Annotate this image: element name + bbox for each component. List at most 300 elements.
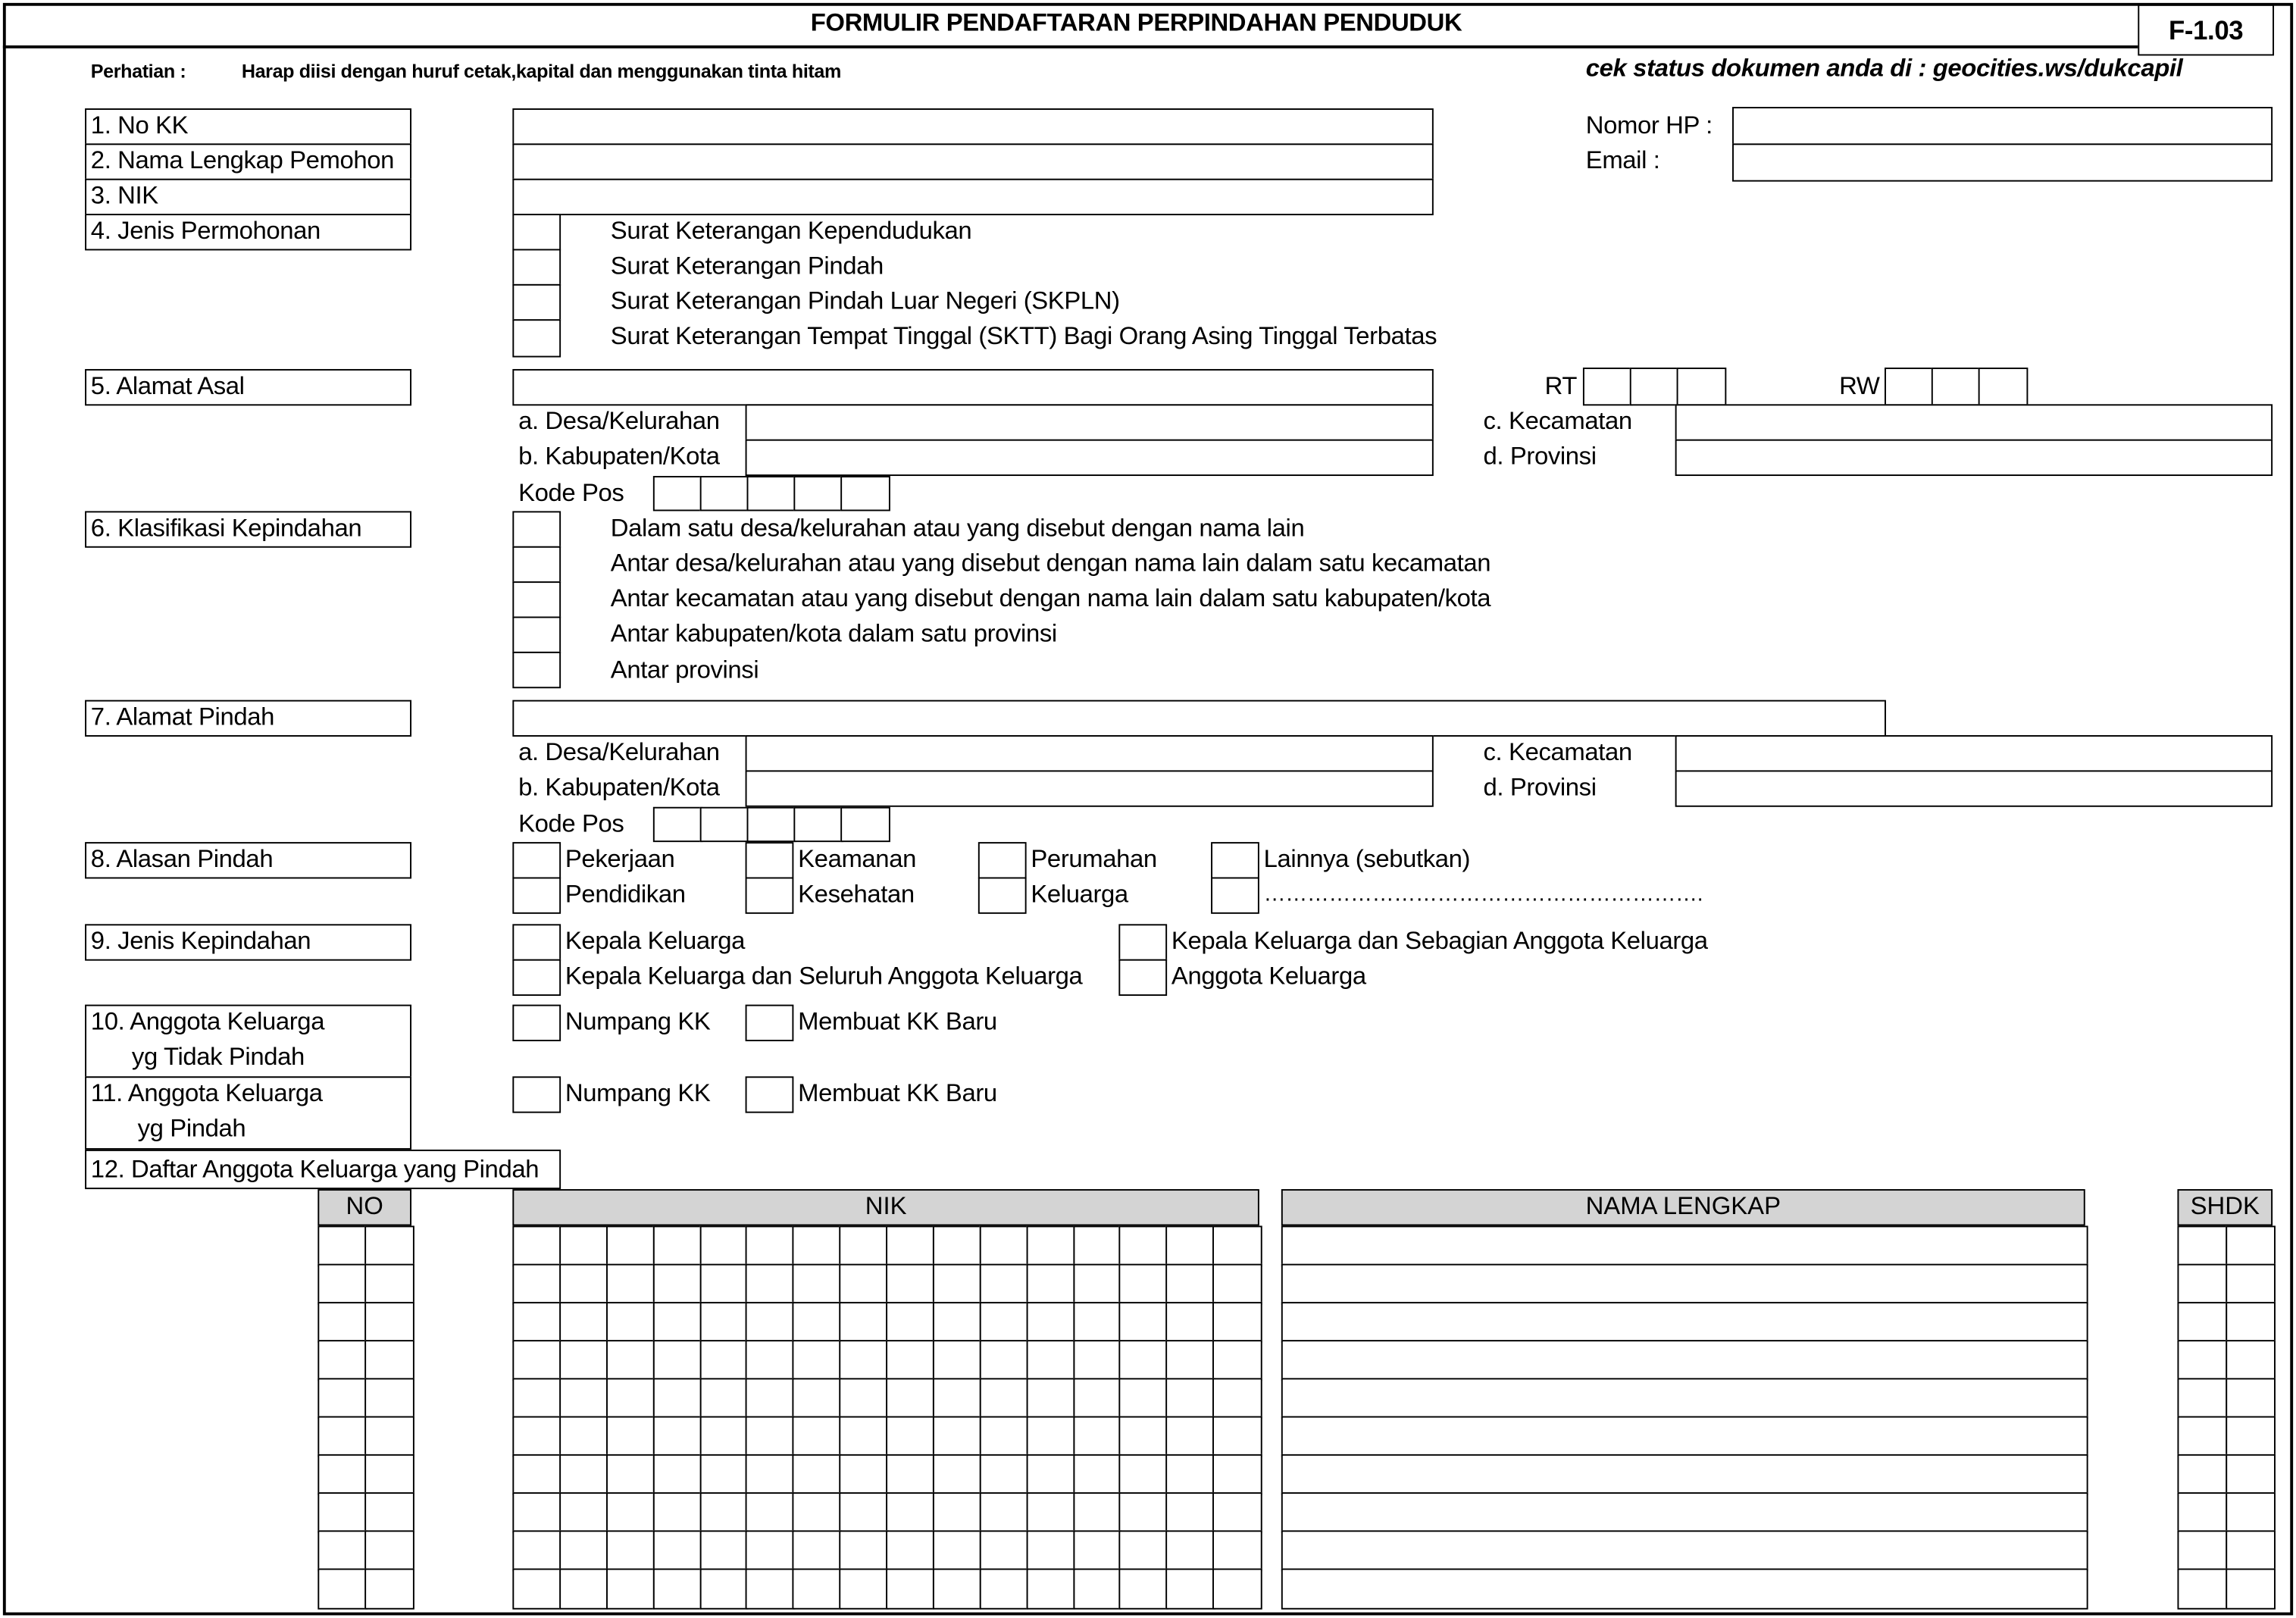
table-cell[interactable] — [793, 1569, 841, 1609]
jenis-anggota-checkbox[interactable] — [1118, 959, 1167, 996]
table-cell[interactable] — [886, 1454, 934, 1494]
klasifikasi-checkbox[interactable] — [512, 581, 561, 618]
table-cell[interactable] — [746, 1416, 794, 1457]
table-cell[interactable] — [1166, 1416, 1215, 1457]
table-cell[interactable] — [933, 1378, 981, 1418]
table-cell[interactable] — [979, 1454, 1028, 1494]
alamat-pindah-input[interactable] — [512, 700, 1886, 737]
table-cell[interactable] — [840, 1492, 888, 1532]
table-cell[interactable] — [1119, 1492, 1168, 1532]
table-cell[interactable] — [364, 1416, 414, 1457]
table-cell[interactable] — [512, 1416, 561, 1457]
table-cell[interactable] — [1119, 1340, 1168, 1380]
rt-digits[interactable] — [1583, 368, 1724, 405]
table-cell[interactable] — [317, 1340, 367, 1380]
table-cell[interactable] — [364, 1569, 414, 1609]
nik-input[interactable] — [512, 179, 1433, 215]
table-cell[interactable] — [1026, 1454, 1074, 1494]
table-cell[interactable] — [364, 1492, 414, 1532]
table-cell[interactable] — [699, 1378, 748, 1418]
table-cell[interactable] — [364, 1264, 414, 1304]
table-cell[interactable] — [933, 1340, 981, 1380]
table-cell[interactable] — [559, 1454, 608, 1494]
table-cell[interactable] — [1212, 1302, 1261, 1342]
table-cell[interactable] — [979, 1569, 1028, 1609]
table-cell[interactable] — [652, 1378, 701, 1418]
table-cell[interactable] — [1281, 1416, 2088, 1457]
klasifikasi-option: Antar desa/kelurahan atau yang disebut dengan nama lain dalam satu kecamatan — [610, 549, 1491, 577]
table-cell[interactable] — [746, 1454, 794, 1494]
klasifikasi-checkbox[interactable] — [512, 546, 561, 583]
table-cell[interactable] — [886, 1378, 934, 1418]
alasan-pendidikan-checkbox[interactable] — [512, 878, 561, 914]
table-cell[interactable] — [652, 1530, 701, 1570]
alasan-lainnya-fill-line[interactable]: ……………………………………………………. — [1263, 881, 1703, 907]
table-cell[interactable] — [2225, 1378, 2275, 1418]
digit-cell[interactable] — [1979, 368, 2028, 405]
table-cell[interactable] — [1119, 1378, 1168, 1418]
digit-cell[interactable] — [1677, 368, 1726, 405]
digit-cell[interactable] — [1630, 368, 1679, 405]
table-cell[interactable] — [2225, 1454, 2275, 1494]
table-cell[interactable] — [652, 1225, 701, 1266]
alasan-lainnya-extra-checkbox[interactable] — [1211, 878, 1259, 914]
alasan-lainnya-checkbox[interactable] — [1211, 842, 1259, 878]
table-cell[interactable] — [933, 1454, 981, 1494]
nik-column-grid[interactable] — [512, 1225, 1259, 1606]
table-cell[interactable] — [746, 1264, 794, 1304]
klasifikasi-checkbox[interactable] — [512, 617, 561, 653]
pindah-kec-label: c. Kecamatan — [1483, 737, 1632, 766]
table-cell[interactable] — [840, 1340, 888, 1380]
table-cell[interactable] — [699, 1454, 748, 1494]
table-cell[interactable] — [699, 1530, 748, 1570]
table-cell[interactable] — [512, 1378, 561, 1418]
table-cell[interactable] — [652, 1492, 701, 1532]
table-cell[interactable] — [559, 1378, 608, 1418]
table-cell[interactable] — [1212, 1416, 1261, 1457]
nomor-hp-input[interactable] — [1732, 107, 2273, 145]
table-cell[interactable] — [606, 1530, 655, 1570]
digit-cell[interactable] — [793, 476, 843, 511]
table-cell[interactable] — [317, 1454, 367, 1494]
table-cell[interactable] — [1281, 1492, 2088, 1532]
table-cell[interactable] — [1212, 1378, 1261, 1418]
table-cell[interactable] — [886, 1340, 934, 1380]
table-cell[interactable] — [559, 1492, 608, 1532]
digit-cell[interactable] — [747, 807, 796, 842]
alasan-keluarga-checkbox[interactable] — [978, 878, 1027, 914]
table-cell[interactable] — [1072, 1454, 1121, 1494]
rw-digits[interactable] — [1885, 368, 2025, 405]
table-cell[interactable] — [317, 1378, 367, 1418]
table-cell[interactable] — [1026, 1416, 1074, 1457]
table-cell[interactable] — [840, 1530, 888, 1570]
table-cell[interactable] — [1166, 1454, 1215, 1494]
label-daftar: 12. Daftar Anggota Keluarga yang Pindah — [90, 1155, 540, 1184]
table-cell[interactable] — [559, 1569, 608, 1609]
table-cell[interactable] — [793, 1492, 841, 1532]
alasan-kesehatan-checkbox[interactable] — [746, 878, 794, 914]
table-cell[interactable] — [793, 1416, 841, 1457]
table-cell[interactable] — [2177, 1416, 2227, 1457]
table-cell[interactable] — [840, 1225, 888, 1266]
jenis-kk-sebagian-checkbox[interactable] — [1118, 924, 1167, 960]
alasan-perumahan-label: Perumahan — [1031, 844, 1157, 873]
table-cell[interactable] — [1072, 1492, 1121, 1532]
table-cell[interactable] — [1119, 1302, 1168, 1342]
table-cell[interactable] — [317, 1530, 367, 1570]
table-cell[interactable] — [512, 1569, 561, 1609]
table-cell[interactable] — [317, 1416, 367, 1457]
table-cell[interactable] — [699, 1264, 748, 1304]
table-cell[interactable] — [979, 1416, 1028, 1457]
table-cell[interactable] — [746, 1340, 794, 1380]
table-cell[interactable] — [933, 1264, 981, 1304]
shdk-column-grid[interactable] — [2177, 1225, 2273, 1606]
table-cell[interactable] — [559, 1416, 608, 1457]
table-cell[interactable] — [1281, 1302, 2088, 1342]
table-cell[interactable] — [886, 1264, 934, 1304]
table-cell[interactable] — [559, 1264, 608, 1304]
table-cell[interactable] — [2177, 1569, 2227, 1609]
table-cell[interactable] — [652, 1569, 701, 1609]
table-cell[interactable] — [1119, 1416, 1168, 1457]
table-cell[interactable] — [364, 1225, 414, 1266]
table-cell[interactable] — [2177, 1378, 2227, 1418]
alasan-keamanan-label: Keamanan — [798, 844, 916, 873]
table-cell[interactable] — [1212, 1225, 1261, 1266]
table-cell[interactable] — [933, 1492, 981, 1532]
table-cell[interactable] — [746, 1378, 794, 1418]
digit-cell[interactable] — [1932, 368, 1981, 405]
permohonan-checkbox[interactable] — [512, 284, 561, 321]
jenis-kk-seluruh-checkbox[interactable] — [512, 959, 561, 996]
table-cell[interactable] — [1026, 1302, 1074, 1342]
digit-cell[interactable] — [793, 807, 843, 842]
table-cell[interactable] — [1072, 1530, 1121, 1570]
table-cell[interactable] — [512, 1454, 561, 1494]
permohonan-option: Surat Keterangan Tempat Tinggal (SKTT) Bagi Orang Asing Tinggal Terbatas — [610, 322, 1437, 350]
table-cell[interactable] — [652, 1454, 701, 1494]
table-cell[interactable] — [2225, 1340, 2275, 1380]
asal-kodepos-label: Kode Pos — [518, 478, 624, 507]
table-cell[interactable] — [317, 1302, 367, 1342]
table-cell[interactable] — [1166, 1225, 1215, 1266]
table-cell[interactable] — [1072, 1378, 1121, 1418]
klasifikasi-checkbox[interactable] — [512, 511, 561, 547]
table-cell[interactable] — [793, 1378, 841, 1418]
table-cell[interactable] — [979, 1302, 1028, 1342]
table-cell[interactable] — [979, 1225, 1028, 1266]
table-cell[interactable] — [1166, 1530, 1215, 1570]
table-cell[interactable] — [606, 1454, 655, 1494]
status-link[interactable]: cek status dokumen anda di : geocities.ws/dukcapil — [1585, 54, 2183, 83]
table-cell[interactable] — [699, 1416, 748, 1457]
table-cell[interactable] — [2225, 1492, 2275, 1532]
table-cell[interactable] — [979, 1378, 1028, 1418]
table-cell[interactable] — [2177, 1264, 2227, 1304]
tidak-pindah-numpang-checkbox[interactable] — [512, 1005, 561, 1041]
pindah-kab-label: b. Kabupaten/Kota — [518, 773, 720, 802]
asal-desa-input[interactable] — [746, 404, 1434, 440]
table-cell[interactable] — [1281, 1264, 2088, 1304]
table-cell[interactable] — [652, 1416, 701, 1457]
table-cell[interactable] — [793, 1302, 841, 1342]
table-cell[interactable] — [559, 1340, 608, 1380]
table-cell[interactable] — [2177, 1225, 2227, 1266]
table-cell[interactable] — [840, 1378, 888, 1418]
jenis-kk-checkbox[interactable] — [512, 924, 561, 960]
digit-cell[interactable] — [1885, 368, 1934, 405]
table-cell[interactable] — [933, 1225, 981, 1266]
table-cell[interactable] — [512, 1530, 561, 1570]
pindah-prov-input[interactable] — [1675, 770, 2273, 806]
table-cell[interactable] — [606, 1264, 655, 1304]
table-cell[interactable] — [886, 1569, 934, 1609]
pindah-kodepos-digits[interactable] — [653, 807, 887, 842]
table-cell[interactable] — [1212, 1569, 1261, 1609]
table-cell[interactable] — [559, 1225, 608, 1266]
label-tidak-pindah-line2: yg Tidak Pindah — [131, 1042, 305, 1071]
table-cell[interactable] — [2177, 1340, 2227, 1380]
label-alamat-pindah: 7. Alamat Pindah — [90, 703, 275, 731]
digit-cell[interactable] — [1583, 368, 1632, 405]
table-cell[interactable] — [1072, 1264, 1121, 1304]
table-cell[interactable] — [2177, 1302, 2227, 1342]
table-cell[interactable] — [933, 1569, 981, 1609]
digit-cell[interactable] — [700, 807, 749, 842]
table-cell[interactable] — [1026, 1225, 1074, 1266]
label-klasifikasi: 6. Klasifikasi Kepindahan — [90, 514, 362, 542]
table-cell[interactable] — [793, 1454, 841, 1494]
no-kk-input[interactable] — [512, 108, 1433, 145]
table-cell[interactable] — [2177, 1530, 2227, 1570]
table-cell[interactable] — [979, 1340, 1028, 1380]
table-cell[interactable] — [1072, 1340, 1121, 1380]
table-cell[interactable] — [746, 1492, 794, 1532]
table-cell[interactable] — [886, 1302, 934, 1342]
notice-text: Harap diisi dengan huruf cetak,kapital dan menggunakan tinta hitam — [241, 60, 841, 83]
permohonan-checkbox[interactable] — [512, 214, 561, 250]
asal-kodepos-digits[interactable] — [653, 476, 887, 511]
table-cell[interactable] — [1072, 1416, 1121, 1457]
table-cell[interactable] — [1166, 1302, 1215, 1342]
table-cell[interactable] — [1166, 1378, 1215, 1418]
table-cell[interactable] — [1212, 1530, 1261, 1570]
table-cell[interactable] — [1212, 1340, 1261, 1380]
table-cell[interactable] — [2225, 1530, 2275, 1570]
table-cell[interactable] — [699, 1492, 748, 1532]
table-cell[interactable] — [1281, 1530, 2088, 1570]
digit-cell[interactable] — [653, 476, 702, 511]
alasan-perumahan-checkbox[interactable] — [978, 842, 1027, 878]
table-cell[interactable] — [606, 1378, 655, 1418]
table-cell[interactable] — [1026, 1340, 1074, 1380]
table-cell[interactable] — [2225, 1569, 2275, 1609]
table-cell[interactable] — [606, 1569, 655, 1609]
pindah-desa-label: a. Desa/Kelurahan — [518, 737, 720, 766]
table-cell[interactable] — [1072, 1569, 1121, 1609]
table-cell[interactable] — [559, 1530, 608, 1570]
table-cell[interactable] — [512, 1302, 561, 1342]
table-cell[interactable] — [2177, 1454, 2227, 1494]
table-cell[interactable] — [746, 1225, 794, 1266]
asal-prov-label: d. Provinsi — [1483, 442, 1597, 471]
table-cell[interactable] — [512, 1225, 561, 1266]
table-cell[interactable] — [979, 1530, 1028, 1570]
table-cell[interactable] — [1026, 1492, 1074, 1532]
table-cell[interactable] — [793, 1530, 841, 1570]
table-cell[interactable] — [317, 1264, 367, 1304]
table-cell[interactable] — [1166, 1569, 1215, 1609]
alasan-pekerjaan-checkbox[interactable] — [512, 842, 561, 878]
table-cell[interactable] — [699, 1225, 748, 1266]
table-cell[interactable] — [933, 1416, 981, 1457]
digit-cell[interactable] — [653, 807, 702, 842]
table-cell[interactable] — [317, 1492, 367, 1532]
table-cell[interactable] — [1281, 1454, 2088, 1494]
jenis-kk-sebagian-label: Kepala Keluarga dan Sebagian Anggota Keluarga — [1171, 927, 1708, 955]
table-cell[interactable] — [364, 1530, 414, 1570]
table-cell[interactable] — [1119, 1530, 1168, 1570]
tidak-pindah-baru-checkbox[interactable] — [746, 1005, 794, 1041]
table-cell[interactable] — [1281, 1225, 2088, 1266]
pindah-baru-checkbox[interactable] — [746, 1076, 794, 1113]
digit-cell[interactable] — [700, 476, 749, 511]
table-cell[interactable] — [559, 1302, 608, 1342]
table-cell[interactable] — [1281, 1569, 2088, 1609]
table-cell[interactable] — [2225, 1302, 2275, 1342]
table-cell[interactable] — [840, 1264, 888, 1304]
table-cell[interactable] — [652, 1302, 701, 1342]
table-cell[interactable] — [1212, 1492, 1261, 1532]
klasifikasi-checkbox[interactable] — [512, 652, 561, 688]
table-cell[interactable] — [512, 1264, 561, 1304]
table-cell[interactable] — [1072, 1302, 1121, 1342]
table-cell[interactable] — [886, 1416, 934, 1457]
table-cell[interactable] — [746, 1530, 794, 1570]
table-cell[interactable] — [512, 1340, 561, 1380]
pindah-numpang-checkbox[interactable] — [512, 1076, 561, 1113]
table-cell[interactable] — [2225, 1416, 2275, 1457]
table-cell[interactable] — [1119, 1569, 1168, 1609]
table-cell[interactable] — [1281, 1378, 2088, 1418]
table-cell[interactable] — [979, 1264, 1028, 1304]
form-code: F-1.03 — [2169, 16, 2244, 45]
table-cell[interactable] — [933, 1302, 981, 1342]
table-cell[interactable] — [606, 1302, 655, 1342]
digit-cell[interactable] — [747, 476, 796, 511]
no-column-grid[interactable] — [317, 1225, 411, 1606]
table-cell[interactable] — [1072, 1225, 1121, 1266]
table-cell[interactable] — [793, 1264, 841, 1304]
table-cell[interactable] — [699, 1569, 748, 1609]
table-cell[interactable] — [364, 1378, 414, 1418]
table-cell[interactable] — [886, 1492, 934, 1532]
table-cell[interactable] — [364, 1454, 414, 1494]
pindah-kab-input[interactable] — [746, 770, 1434, 806]
table-cell[interactable] — [1119, 1225, 1168, 1266]
table-cell[interactable] — [1166, 1340, 1215, 1380]
table-cell[interactable] — [1119, 1454, 1168, 1494]
nomor-hp-label: Nomor HP : — [1585, 111, 1713, 139]
table-cell[interactable] — [746, 1302, 794, 1342]
table-cell[interactable] — [886, 1225, 934, 1266]
table-cell[interactable] — [606, 1416, 655, 1457]
table-cell[interactable] — [606, 1225, 655, 1266]
table-cell[interactable] — [1281, 1340, 2088, 1380]
pindah-desa-input[interactable] — [746, 735, 1434, 771]
table-cell[interactable] — [699, 1302, 748, 1342]
table-cell[interactable] — [1166, 1492, 1215, 1532]
table-cell[interactable] — [364, 1302, 414, 1342]
notice-label: Perhatian : — [90, 60, 186, 83]
table-cell[interactable] — [2225, 1225, 2275, 1266]
table-cell[interactable] — [364, 1340, 414, 1380]
table-cell[interactable] — [746, 1569, 794, 1609]
table-cell[interactable] — [840, 1569, 888, 1609]
table-cell[interactable] — [317, 1569, 367, 1609]
table-cell[interactable] — [1166, 1264, 1215, 1304]
asal-prov-input[interactable] — [1675, 440, 2273, 476]
nama-column-grid[interactable] — [1281, 1225, 2085, 1606]
asal-kab-input[interactable] — [746, 440, 1434, 476]
table-cell[interactable] — [840, 1302, 888, 1342]
table-cell[interactable] — [317, 1225, 367, 1266]
asal-kec-input[interactable] — [1675, 404, 2273, 440]
table-cell[interactable] — [606, 1340, 655, 1380]
jenis-kk-seluruh-label: Kepala Keluarga dan Seluruh Anggota Keluarga — [565, 962, 1083, 991]
alasan-keamanan-checkbox[interactable] — [746, 842, 794, 878]
permohonan-checkbox[interactable] — [512, 249, 561, 286]
table-cell[interactable] — [979, 1492, 1028, 1532]
table-cell[interactable] — [2225, 1264, 2275, 1304]
klasifikasi-option: Dalam satu desa/kelurahan atau yang disebut dengan nama lain — [610, 514, 1305, 542]
table-cell[interactable] — [1026, 1378, 1074, 1418]
table-cell[interactable] — [2177, 1492, 2227, 1532]
nama-input[interactable] — [512, 143, 1433, 180]
table-cell[interactable] — [793, 1340, 841, 1380]
permohonan-checkbox[interactable] — [512, 319, 561, 357]
table-cell[interactable] — [1026, 1530, 1074, 1570]
email-input[interactable] — [1732, 143, 2273, 181]
digit-cell[interactable] — [840, 807, 890, 842]
table-cell[interactable] — [840, 1416, 888, 1457]
table-cell[interactable] — [933, 1530, 981, 1570]
alasan-lainnya-label: Lainnya (sebutkan) — [1263, 844, 1471, 873]
table-cell[interactable] — [652, 1340, 701, 1380]
table-cell[interactable] — [606, 1492, 655, 1532]
alasan-pekerjaan-label: Pekerjaan — [565, 844, 675, 873]
table-cell[interactable] — [840, 1454, 888, 1494]
table-cell[interactable] — [793, 1225, 841, 1266]
table-cell[interactable] — [1119, 1264, 1168, 1304]
table-cell[interactable] — [652, 1264, 701, 1304]
table-cell[interactable] — [1026, 1569, 1074, 1609]
table-cell[interactable] — [699, 1340, 748, 1380]
pindah-kec-input[interactable] — [1675, 735, 2273, 771]
label-jenis-permohonan: 4. Jenis Permohonan — [90, 216, 321, 245]
digit-cell[interactable] — [840, 476, 890, 511]
alamat-asal-input[interactable] — [512, 369, 1433, 405]
table-cell[interactable] — [512, 1492, 561, 1532]
pindah-numpang-label: Numpang KK — [565, 1079, 711, 1107]
table-cell[interactable] — [1212, 1264, 1261, 1304]
table-cell[interactable] — [886, 1530, 934, 1570]
table-cell[interactable] — [1212, 1454, 1261, 1494]
table-cell[interactable] — [1026, 1264, 1074, 1304]
